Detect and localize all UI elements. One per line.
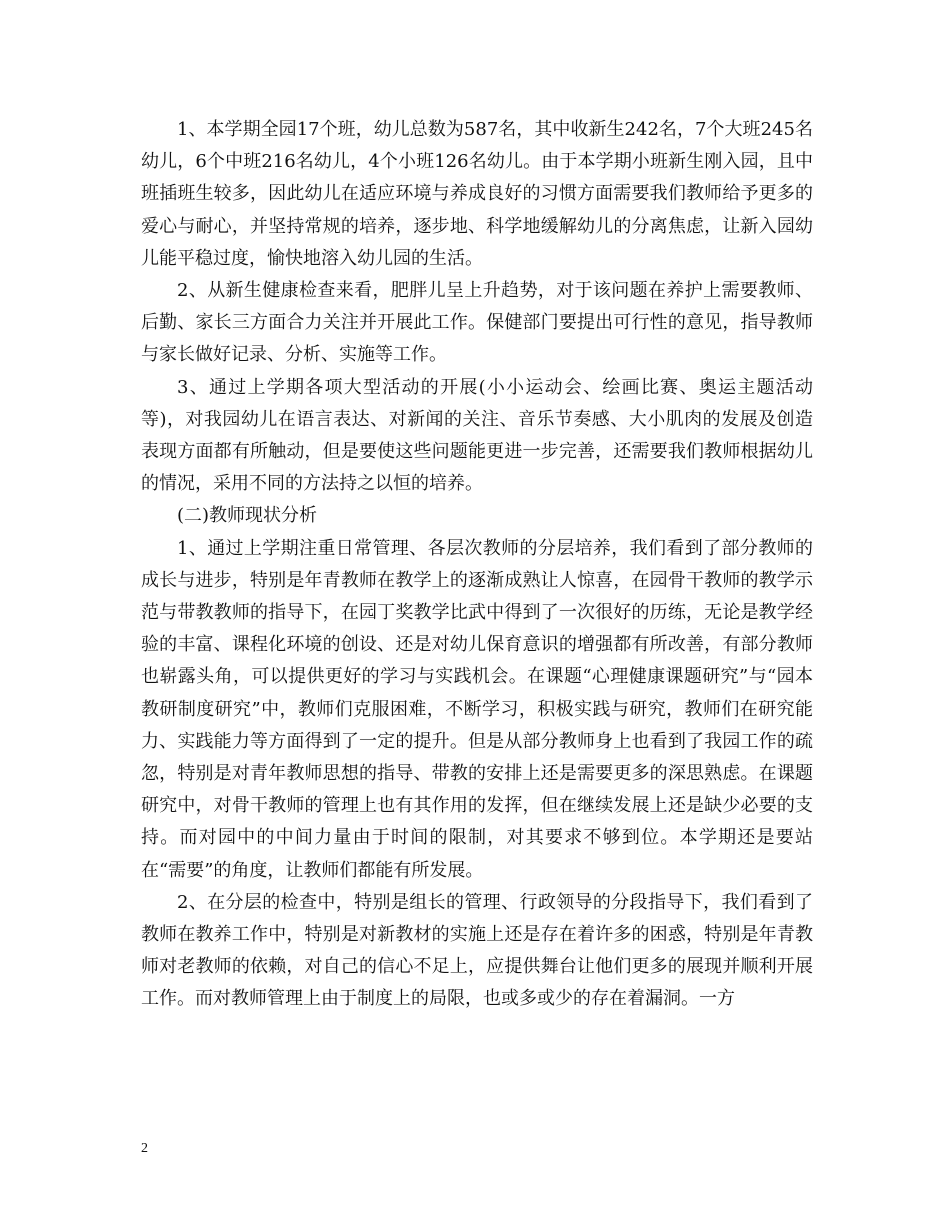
section-heading-teacher-analysis: (二)教师现状分析 [177,505,318,527]
paragraph-layered-inspection: 2、在分层的检查中，特别是组长的管理、行政领导的分段指导下，我们看到了教师在教养工作中，特别是对新教材的实施上还是存在着许多的困惑，特别是年青教师对老教师的依赖，对自己的信心不足上，应提供舞台让他们更多的展现并顺利开展工作。而对教师管理上由于制度上的局限，也或多或少的存在着漏洞。一方 [141,891,813,1010]
paragraph-children-count: 1、本学期全园17个班，幼儿总数为587名，其中收新生242名，7个大班245名幼儿，6个中班216名幼儿，4个小班126名幼儿。由于本学期小班新生刚入园，且中班插班生较多，因此幼儿在适应环境与养成良好的习惯方面需要我们教师给予更多的爱心与耐心，并坚持常规的培养，逐步地、科学地缓解幼儿的分离焦虑，让新入园幼儿能平稳过度，愉快地溶入幼儿园的生活。 [141,119,813,269]
paragraph-activities: 3、通过上学期各项大型活动的开展(小小运动会、绘画比赛、奥运主题活动等)，对我园幼儿在语言表达、对新闻的关注、音乐节奏感、大小肌肉的发展及创造表现方面都有所触动，但是要使这些问题能更进一步完善，还需要我们教师根据幼儿的情况，采用不同的方法持之以恒的培养。 [141,376,813,495]
document-body [141,114,813,1016]
paragraph-teacher-growth: 1、通过上学期注重日常管理、各层次教师的分层培养，我们看到了部分教师的成长与进步，特别是年青教师在教学上的逐渐成熟让人惊喜，在园骨干教师的教学示范与带教教师的指导下，在园丁奖教学比武中得到了一次很好的历练，无论是教学经验的丰富、课程化环境的创设、还是对幼儿保育意识的增强都有所改善，有部分教师也崭露头角，可以提供更好的学习与实践机会。在课题“心理健康课题研究”与“园本教研制度研究”中，教师们克服困难，不断学习，积极实践与研究，教师们在研究能力、实践能力等方面得到了一定的提升。但是从部分教师身上也看到了我园工作的疏忽，特别是对青年教师思想的指导、带教的安排上还是需要更多的深思熟虑。在课题研究中，对骨干教师的管理上也有其作用的发挥，但在继续发展上还是缺少必要的支持。而对园中的中间力量由于时间的限制，对其要求不够到位。本学期还是要站在“需要”的角度，让教师们都能有所发展。 [141,537,813,881]
paragraph-health-check: 2、从新生健康检查来看，肥胖儿呈上升趋势，对于该问题在养护上需要教师、后勤、家长三方面合力关注并开展此工作。保健部门要提出可行性的意见，指导教师与家长做好记录、分析、实施等工作。 [141,280,813,366]
page-number: 2 [141,1141,148,1156]
